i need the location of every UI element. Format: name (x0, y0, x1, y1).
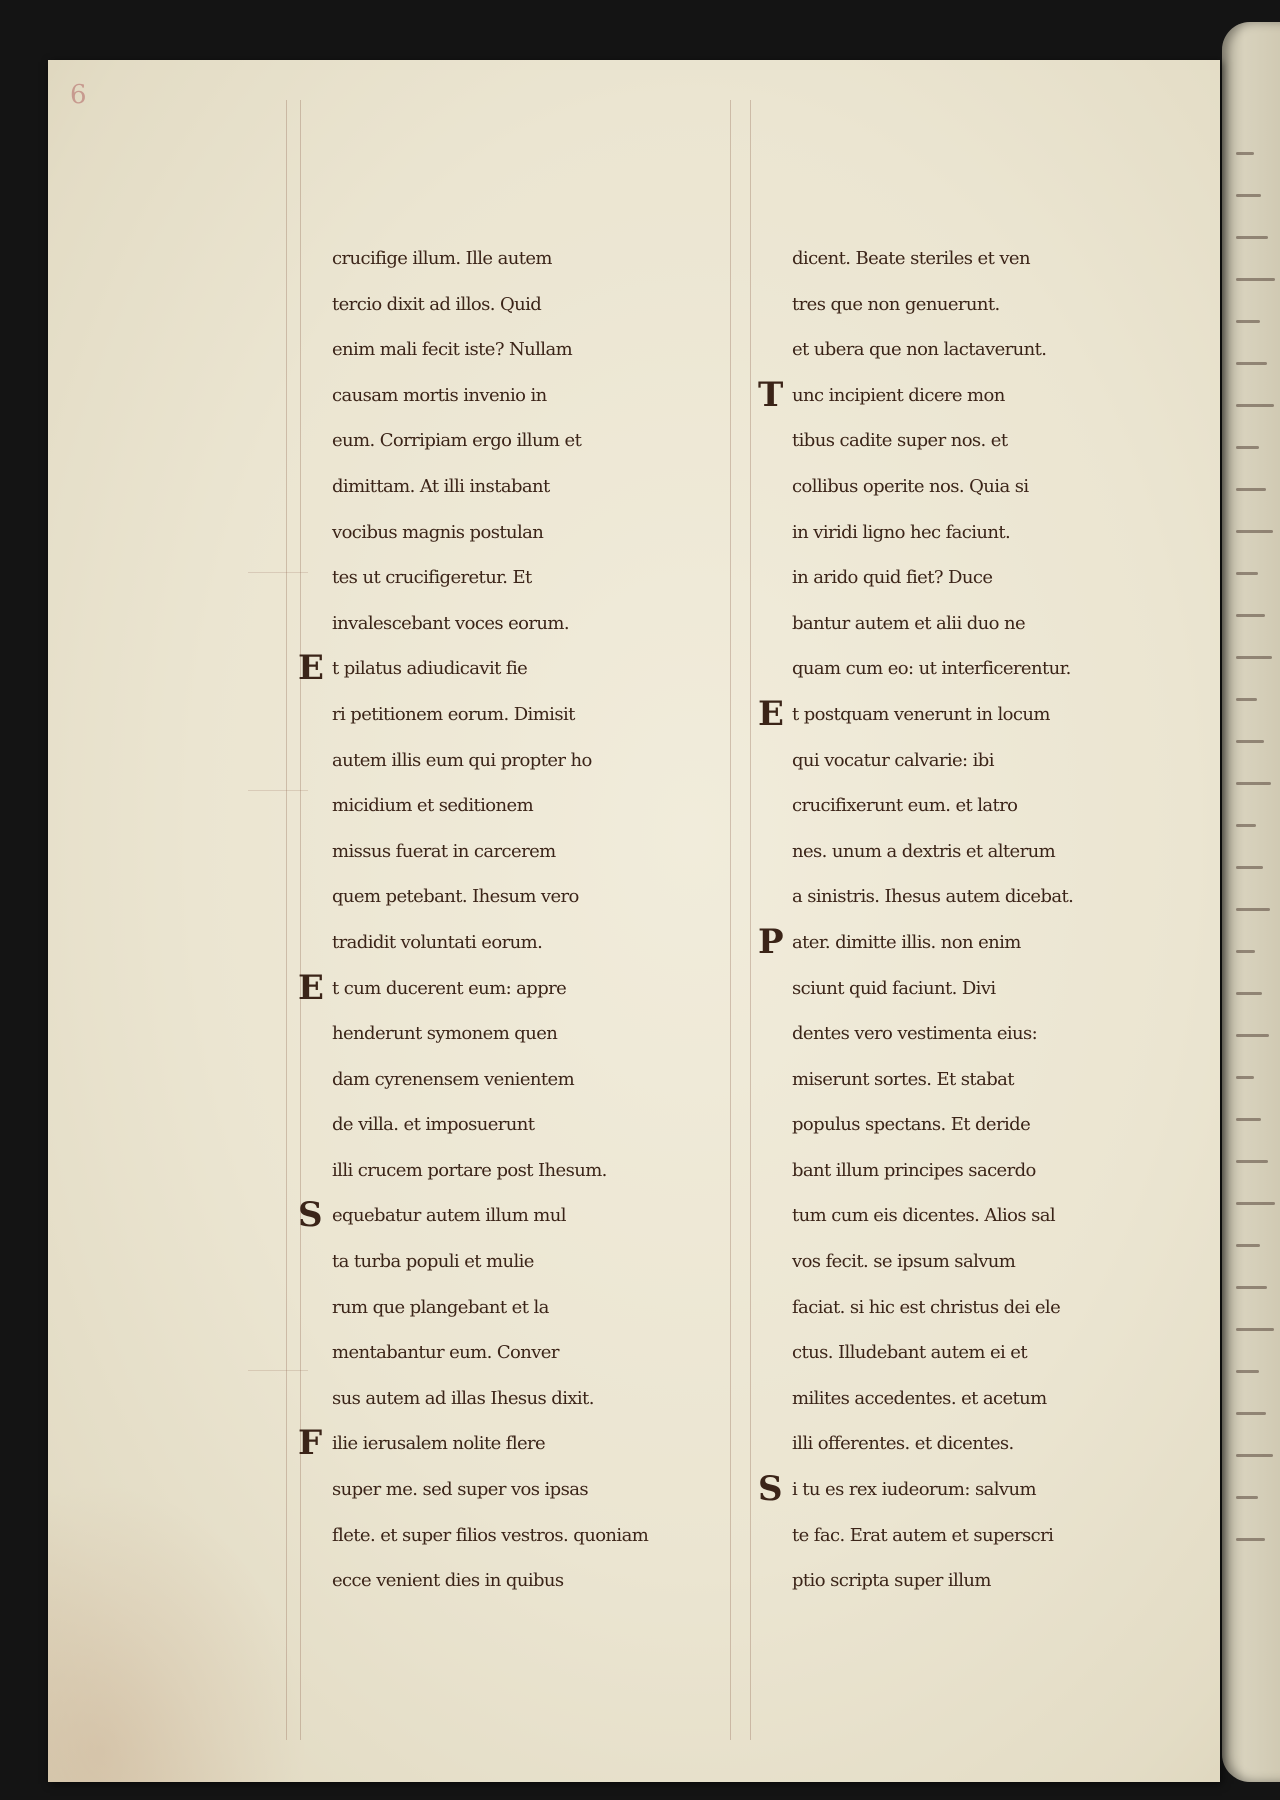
text-line (298, 327, 718, 373)
facing-page-text-trace (1236, 656, 1272, 659)
text-line (298, 829, 718, 875)
text-line (758, 1513, 1178, 1559)
line-text: ilie ierusalem nolite flere (332, 1433, 546, 1455)
text-line (298, 1057, 718, 1103)
text-line (758, 1102, 1178, 1148)
line-text: dam cyrenensem venientem (332, 1068, 575, 1090)
text-line (758, 1193, 1178, 1239)
line-text: illi offerentes. et dicentes. (792, 1433, 1014, 1455)
ruling-line (286, 100, 287, 1740)
initial-letter: S (758, 1469, 782, 1510)
line-text: autem illis eum qui propter ho (332, 749, 592, 771)
facing-page-text-trace (1236, 152, 1254, 155)
text-line (758, 418, 1178, 464)
line-text: mentabantur eum. Conver (332, 1342, 559, 1364)
line-text: micidium et seditionem (332, 795, 534, 817)
facing-page-text-trace (1236, 488, 1266, 491)
initial-letter: P (758, 921, 783, 962)
text-line (298, 874, 718, 920)
text-line (758, 1285, 1178, 1331)
line-text: tres que non genuerunt. (792, 293, 1000, 315)
line-text: enim mali fecit iste? Nullam (332, 339, 573, 361)
line-text: t postquam venerunt in locum (792, 703, 1050, 725)
initial-letter: T (758, 374, 783, 415)
facing-page-text-trace (1236, 824, 1256, 827)
facing-page-text-trace (1236, 908, 1270, 911)
text-line (298, 1421, 718, 1467)
text-line (758, 1239, 1178, 1285)
line-text: tes ut crucifigeretur. Et (332, 567, 532, 589)
facing-page-text-trace (1236, 1328, 1274, 1331)
facing-page-text-trace (1236, 614, 1265, 617)
line-text: collibus operite nos. Quia si (792, 475, 1029, 497)
line-text: crucifige illum. Ille autem (332, 248, 552, 269)
text-line (758, 1467, 1178, 1513)
line-text: quem petebant. Ihesum vero (332, 886, 579, 908)
text-line (298, 1376, 718, 1422)
line-text: eum. Corripiam ergo illum et (332, 430, 582, 452)
initial-letter: F (298, 1423, 322, 1464)
text-line (758, 282, 1178, 328)
text-line (758, 646, 1178, 692)
line-text: quam cum eo: ut interficerentur. (792, 658, 1071, 680)
text-line (758, 1011, 1178, 1057)
line-text: crucifixerunt eum. et latro (792, 795, 1018, 817)
facing-page-text-trace (1236, 1454, 1273, 1457)
text-line (758, 1376, 1178, 1422)
facing-page-text-trace (1236, 1370, 1259, 1373)
facing-page-text-trace (1236, 950, 1255, 953)
text-line (298, 1285, 718, 1331)
text-line (758, 555, 1178, 601)
line-text: vocibus magnis postulan (332, 521, 544, 543)
line-text: ptio scripta super illum (792, 1570, 991, 1592)
text-line (758, 1057, 1178, 1103)
facing-page-text-trace (1236, 236, 1268, 239)
line-text: tum cum eis dicentes. Alios sal (792, 1205, 1056, 1227)
line-text: equebatur autem illum mul (332, 1205, 566, 1227)
text-line (758, 966, 1178, 1012)
line-text: et ubera que non lactaverunt. (792, 339, 1047, 361)
text-line (298, 282, 718, 328)
line-text: te fac. Erat autem et superscri (792, 1524, 1054, 1546)
line-text: rum que plangebant et la (332, 1296, 549, 1318)
line-text: unc incipient dicere mon (792, 384, 1005, 406)
text-line (298, 418, 718, 464)
text-line (758, 510, 1178, 556)
text-line (298, 1102, 718, 1148)
facing-page-text-trace (1236, 446, 1259, 449)
text-line (758, 874, 1178, 920)
facing-page-text-trace (1236, 866, 1263, 869)
line-text: bant illum principes sacerdo (792, 1159, 1036, 1181)
line-text: in viridi ligno hec faciunt. (792, 521, 1011, 543)
facing-page-text-trace (1236, 1118, 1261, 1121)
facing-page-text-trace (1236, 1538, 1265, 1541)
line-text: t pilatus adiudicavit fie (332, 658, 528, 680)
line-text: nes. unum a dextris et alterum (792, 840, 1056, 862)
line-text: in arido quid fiet? Duce (792, 567, 993, 589)
line-text: ta turba populi et mulie (332, 1251, 534, 1273)
text-line (298, 601, 718, 647)
text-line (298, 1558, 718, 1604)
facing-page-text-trace (1236, 1412, 1266, 1415)
text-line (298, 1330, 718, 1376)
text-line (298, 464, 718, 510)
facing-page-text-trace (1236, 992, 1262, 995)
ruling-line (730, 100, 731, 1740)
folio-number: 6 (70, 80, 87, 110)
line-text: sciunt quid faciunt. Divi (792, 977, 996, 999)
text-line (758, 692, 1178, 738)
text-line (758, 920, 1178, 966)
facing-page-text-trace (1236, 530, 1273, 533)
line-text: super me. sed super vos ipsas (332, 1479, 589, 1501)
facing-page-text-trace (1236, 278, 1275, 281)
text-line (758, 1330, 1178, 1376)
line-text: miserunt sortes. Et stabat (792, 1068, 1014, 1090)
line-text: milites accedentes. et acetum (792, 1387, 1047, 1409)
line-text: ri petitionem eorum. Dimisit (332, 703, 575, 725)
facing-page-text-trace (1236, 194, 1261, 197)
line-text: flete. et super filios vestros. quoniam (332, 1524, 649, 1546)
text-line (298, 1148, 718, 1194)
line-text: illi crucem portare post Ihesum. (332, 1159, 607, 1181)
line-text: ctus. Illudebant autem ei et (792, 1342, 1027, 1364)
facing-page-text-trace (1236, 1286, 1267, 1289)
text-line (758, 1421, 1178, 1467)
line-text: tradidit voluntati eorum. (332, 931, 543, 953)
text-line (758, 236, 1178, 282)
facing-page-text-trace (1236, 1496, 1258, 1499)
text-line (758, 738, 1178, 784)
line-text: a sinistris. Ihesus autem dicebat. (792, 886, 1074, 908)
line-text: tercio dixit ad illos. Quid (332, 293, 542, 315)
line-text: invalescebant voces eorum. (332, 612, 570, 634)
facing-page-text-trace (1236, 404, 1274, 407)
text-line (298, 646, 718, 692)
facing-page-text-trace (1236, 1244, 1260, 1247)
line-text: tibus cadite super nos. et (792, 430, 1008, 452)
text-line (298, 1193, 718, 1239)
text-line (298, 920, 718, 966)
text-line (758, 1148, 1178, 1194)
text-line (298, 966, 718, 1012)
facing-page-text-trace (1236, 1202, 1275, 1205)
text-line (298, 373, 718, 419)
text-column-right (758, 236, 1178, 1604)
initial-letter: S (298, 1195, 322, 1236)
text-line (298, 1011, 718, 1057)
facing-page-edge (1222, 22, 1280, 1782)
line-text: causam mortis invenio in (332, 384, 547, 406)
facing-page-text-trace (1236, 1076, 1254, 1079)
initial-letter: E (298, 967, 324, 1008)
manuscript-folio (48, 60, 1220, 1782)
text-line (298, 510, 718, 556)
facing-page-text-trace (1236, 572, 1258, 575)
line-text: dimittam. At illi instabant (332, 475, 550, 497)
text-line (298, 1467, 718, 1513)
line-text: populus spectans. Et deride (792, 1114, 1031, 1136)
line-text: missus fuerat in carcerem (332, 840, 556, 862)
text-line (758, 1558, 1178, 1604)
line-text: ecce venient dies in quibus (332, 1570, 564, 1592)
initial-letter: E (758, 693, 784, 734)
facing-page-text-trace (1236, 1160, 1268, 1163)
facing-page-text-trace (1236, 1034, 1269, 1037)
text-line (298, 1513, 718, 1559)
text-line (298, 236, 718, 282)
text-line (298, 783, 718, 829)
facing-page-text-trace (1236, 782, 1271, 785)
text-column-left (298, 236, 718, 1604)
text-line (758, 464, 1178, 510)
line-text: dentes vero vestimenta eius: (792, 1023, 1038, 1045)
line-text: de villa. et imposuerunt (332, 1114, 535, 1136)
text-line (298, 555, 718, 601)
line-text: sus autem ad illas Ihesus dixit. (332, 1387, 594, 1409)
line-text: faciat. si hic est christus dei ele (792, 1296, 1061, 1318)
text-line (758, 829, 1178, 875)
line-text: ater. dimitte illis. non enim (792, 931, 1021, 953)
facing-page-text-trace (1236, 698, 1257, 701)
initial-letter: E (298, 648, 324, 689)
line-text: dicent. Beate steriles et ven (792, 248, 1030, 269)
line-text: vos fecit. se ipsum salvum (792, 1251, 1016, 1273)
line-text: henderunt symonem quen (332, 1023, 558, 1045)
ruling-line (750, 100, 751, 1740)
line-text: t cum ducerent eum: appre (332, 977, 567, 999)
line-text: qui vocatur calvarie: ibi (792, 749, 994, 771)
text-line (758, 327, 1178, 373)
text-line (298, 692, 718, 738)
text-line (758, 783, 1178, 829)
facing-page-text-trace (1236, 740, 1264, 743)
text-line (758, 373, 1178, 419)
line-text: bantur autem et alii duo ne (792, 612, 1026, 634)
text-line (298, 1239, 718, 1285)
text-line (298, 738, 718, 784)
text-line (758, 601, 1178, 647)
facing-page-text-trace (1236, 320, 1260, 323)
facing-page-text-trace (1236, 362, 1267, 365)
line-text: i tu es rex iudeorum: salvum (792, 1479, 1036, 1501)
